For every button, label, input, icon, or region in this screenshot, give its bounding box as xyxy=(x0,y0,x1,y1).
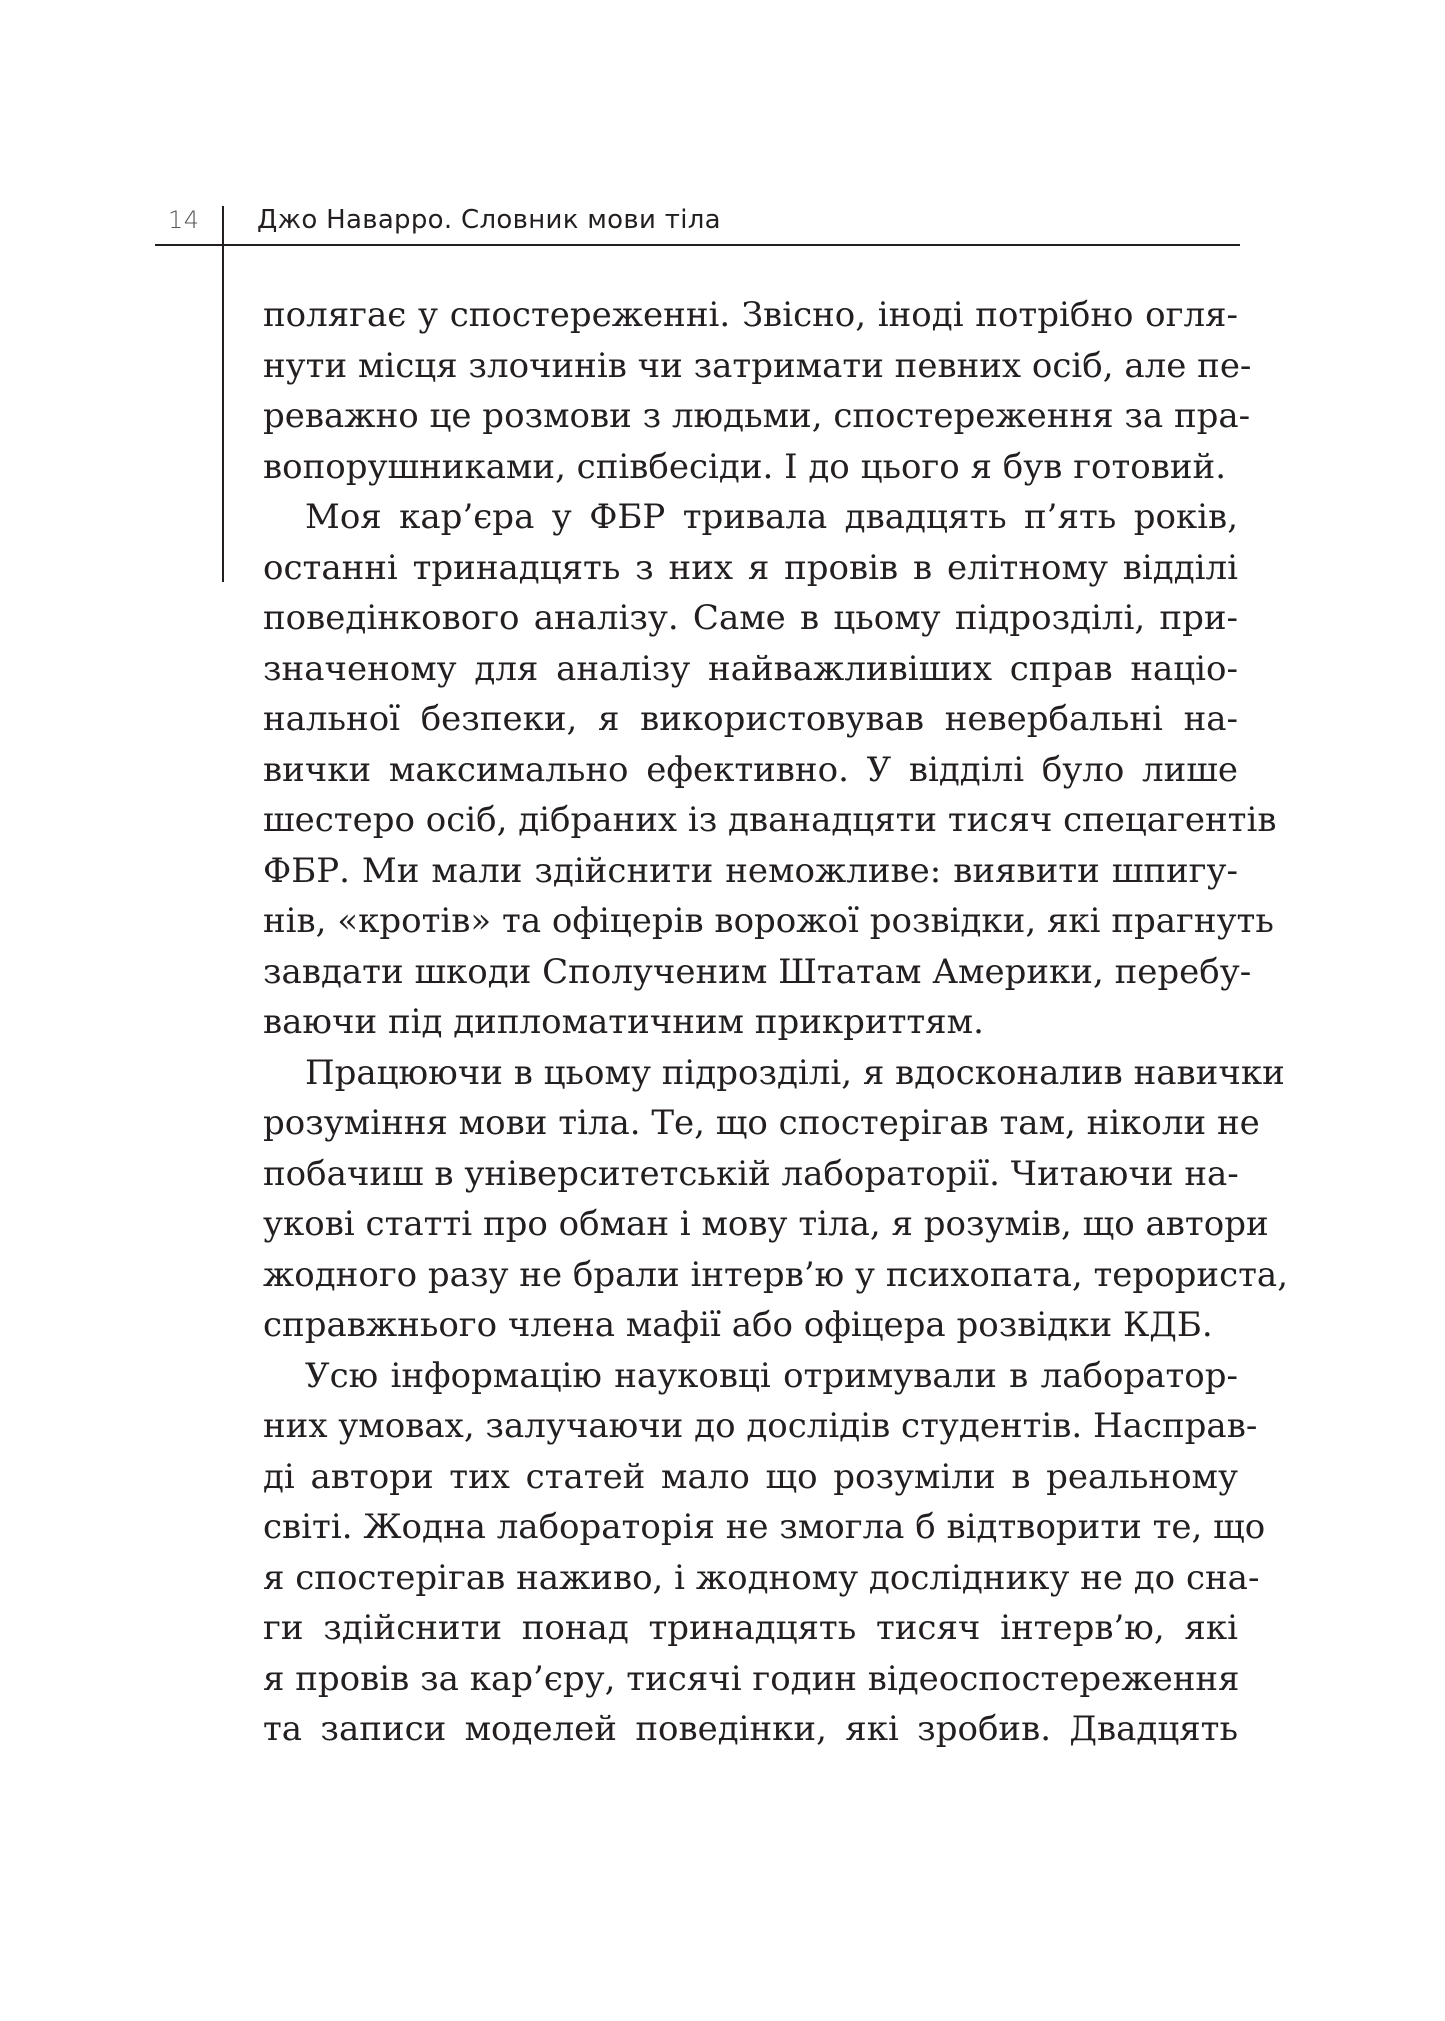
text-line: нальної безпеки, я використовував невербальні на- xyxy=(263,699,1238,739)
paragraph xyxy=(263,1351,1266,1755)
page-number: 14 xyxy=(168,206,200,234)
body-text xyxy=(263,290,1289,1755)
text-line: реважно це розмови з людьми, спостереження за пра- xyxy=(263,396,1251,436)
text-line: них умовах, залучаючи до дослідів студентів. Насправ- xyxy=(263,1406,1258,1446)
text-line: ді автори тих статей мало що розуміли в реальному xyxy=(263,1456,1238,1497)
text-line: укові статті про обман і мову тіла, я розумів, що автори xyxy=(263,1204,1269,1244)
text-line: вопорушниками, співбесіди. І до цього я був готовий. xyxy=(263,446,1227,487)
text-line: розуміння мови тіла. Те, що спостерігав там, ніколи не xyxy=(263,1103,1260,1143)
text-line: я провів за кар’єру, тисячі годин відеоспостереження xyxy=(263,1658,1240,1699)
text-line: завдати шкоди Сполученим Штатам Америки, перебу- xyxy=(263,951,1252,992)
paragraph xyxy=(263,492,1277,1048)
text-line: я спостерігав наживо, і жодному досліднику не до сна- xyxy=(263,1557,1260,1598)
text-line: Моя кар’єра у ФБР тривала двадцять п’ять років, xyxy=(305,497,1238,537)
text-line: та записи моделей поведінки, які зробив. Двадцять xyxy=(263,1709,1238,1749)
header-rule xyxy=(155,244,1240,246)
text-line: значеному для аналізу найважливіших справ націо- xyxy=(263,648,1238,689)
text-line: Працюючи в цьому підрозділі, я вдосконалив навички xyxy=(305,1052,1285,1093)
text-line: справжнього члена мафії або офіцера розвідки КДБ. xyxy=(263,1305,1213,1345)
text-line: нів, «кротів» та офіцерів ворожої розвідки, які прагнуть xyxy=(263,901,1274,941)
text-line: світі. Жодна лабораторія не змогла б відтворити те, що xyxy=(263,1507,1266,1547)
text-line: полягає у спостереженні. Звісно, іноді потрібно огля- xyxy=(263,295,1238,335)
text-line: шестеро осіб, дібраних із дванадцяти тисяч спецагентів xyxy=(263,800,1277,840)
header-vertical-rule xyxy=(222,206,224,582)
paragraph xyxy=(263,1048,1289,1351)
running-header-title: Джо Наварро. Словник мови тіла xyxy=(257,205,721,235)
paragraph xyxy=(263,290,1252,492)
text-line: ваючи під дипломатичним прикриттям. xyxy=(263,1002,984,1042)
text-line: побачиш в університетській лабораторії. Читаючи на- xyxy=(263,1153,1239,1194)
text-line: ФБР. Ми мали здійснити неможливе: виявити шпигу- xyxy=(263,850,1238,891)
text-line: ги здійснити понад тринадцять тисяч інтерв’ю, які xyxy=(263,1608,1238,1648)
text-line: жодного разу не брали інтерв’ю у психопата, терориста, xyxy=(263,1254,1289,1295)
text-line: останні тринадцять з них я провів в елітному відділі xyxy=(263,547,1238,588)
text-line: вички максимально ефективно. У відділі було лише xyxy=(263,749,1238,790)
text-line: поведінкового аналізу. Саме в цьому підрозділі, при- xyxy=(263,598,1238,638)
text-line: Усю інформацію науковці отримували в лаборатор- xyxy=(305,1355,1238,1396)
text-line: нути місця злочинів чи затримати певних осіб, але пе- xyxy=(263,345,1252,386)
